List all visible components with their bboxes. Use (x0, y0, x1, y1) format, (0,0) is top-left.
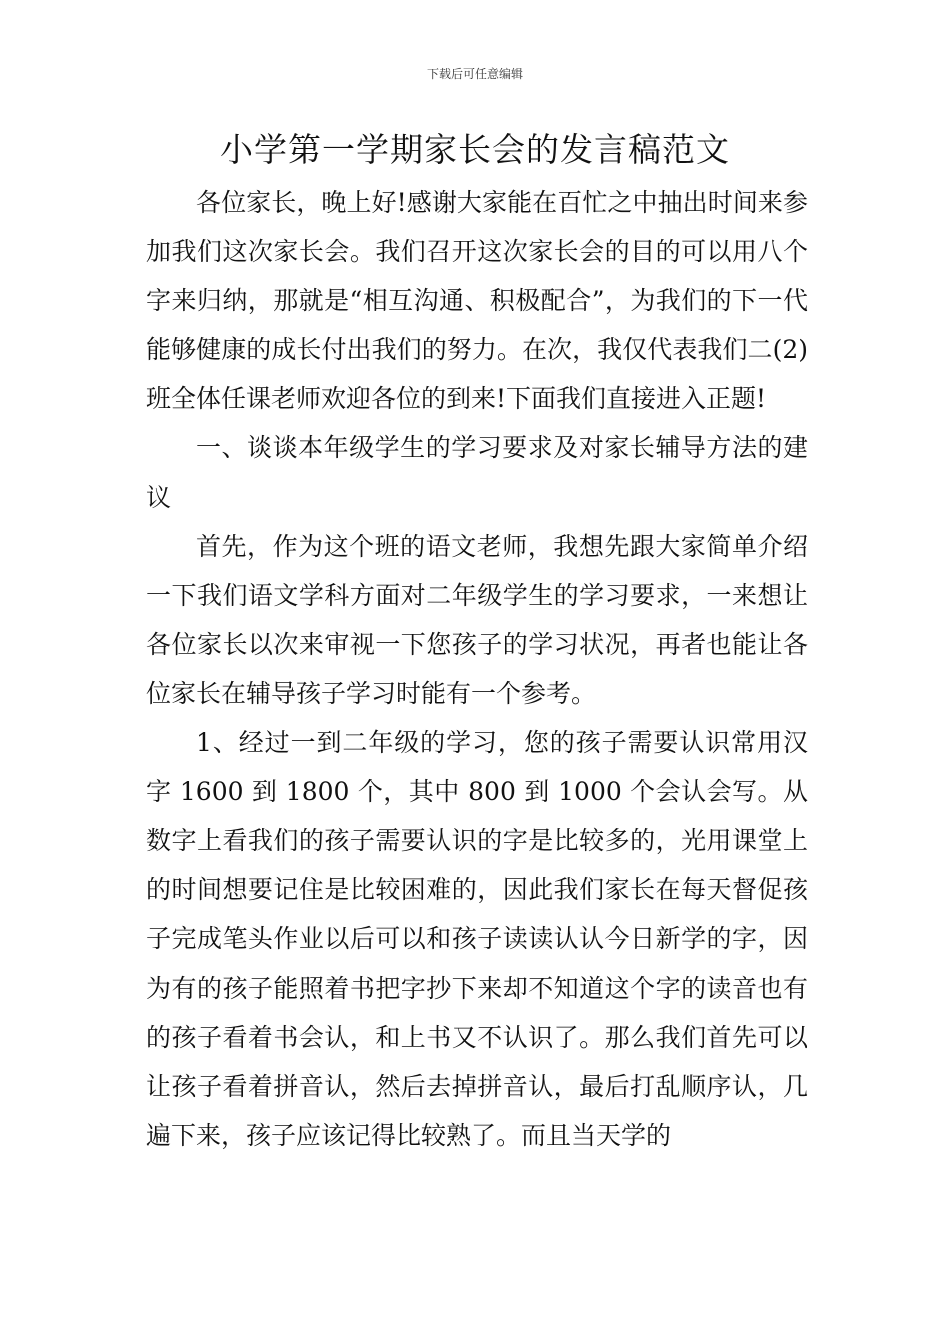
paragraph-section-heading: 一、谈谈本年级学生的学习要求及对家长辅导方法的建议 (146, 433, 808, 512)
paragraph-point-1: 1、经过一到二年级的学习，您的孩子需要认识常用汉字 1600 到 1800 个，其中 800 到 1000 个会认会写。从数字上看我们的孩子需要认识的字是比较多的，光用课堂上的时间想要记住是比较困难的，因此我们家长在每天督促孩子完成笔头作业以后可以和孩子读读认认今日新学的字，因为有的孩子能照着书把字抄下来却不知道这个字的读音也有的孩子看着书会认，和上书又不认识了。那么我们首先可以让孩子看着拼音认，然后去掉拼音认，最后打乱顺序认，几遍下来，孩子应该记得比较熟了。而且当天学的 (146, 728, 808, 1150)
header-note: 下载后可任意编辑 (426, 67, 523, 81)
document-body (146, 178, 808, 1160)
paragraph-greeting: 各位家长，晚上好!感谢大家能在百忙之中抽出时间来参加我们这次家长会。我们召开这次家长会的目的可以用八个字来归纳，那就是“相互沟通、积极配合”，为我们的下一代能够健康的成长付出我们的努力。在次，我仅代表我们二(2)班全体任课老师欢迎各位的到来!下面我们直接进入正题! (146, 188, 808, 414)
paragraph-intro: 首先，作为这个班的语文老师，我想先跟大家简单介绍一下我们语文学科方面对二年级学生的学习要求，一来想让各位家长以次来审视一下您孩子的学习状况，再者也能让各位家长在辅导孩子学习时能有一个参考。 (146, 531, 808, 708)
document-title: 小学第一学期家长会的发言稿范文 (220, 130, 730, 169)
